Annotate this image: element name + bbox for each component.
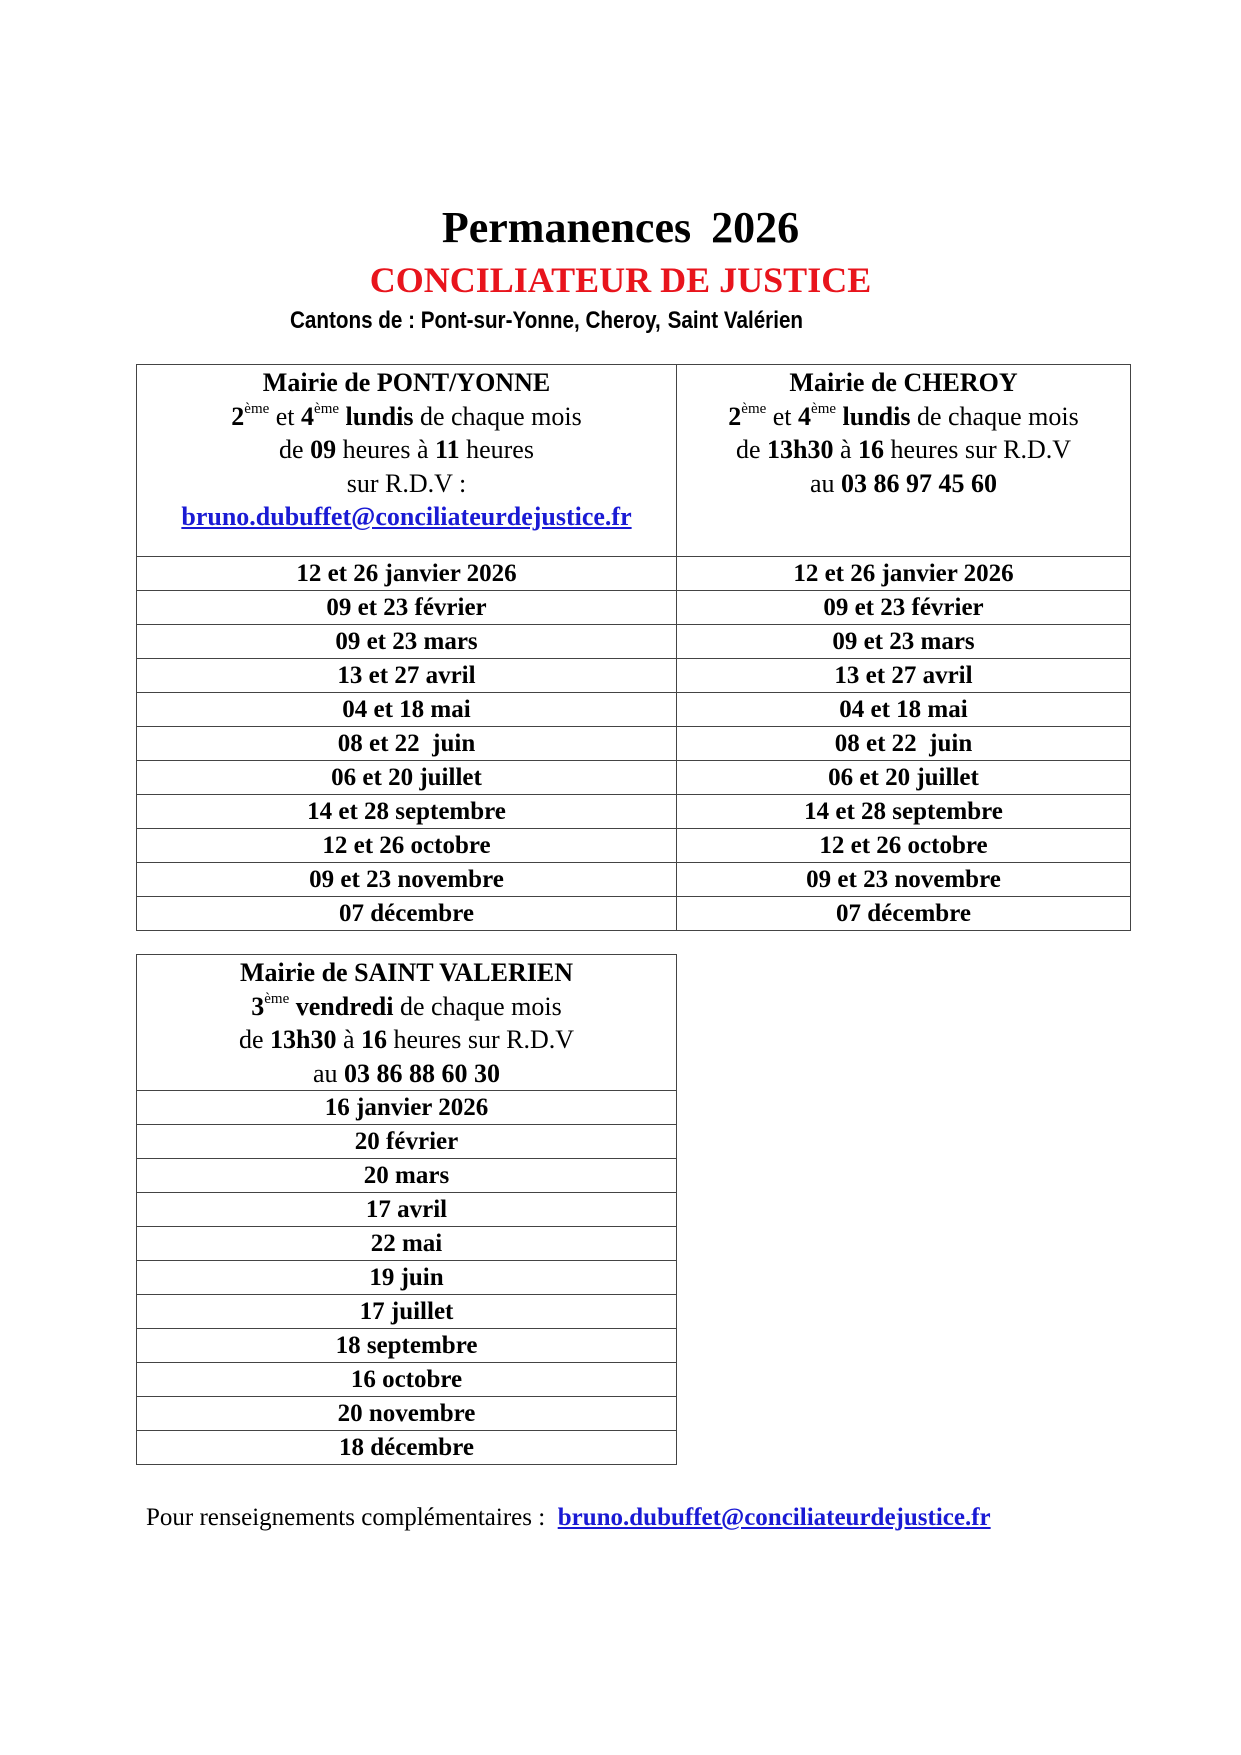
table-row xyxy=(137,863,1131,897)
table-row xyxy=(137,625,1131,659)
pont-yonne-date: 07 décembre xyxy=(137,897,677,931)
text-run: 3 xyxy=(251,991,265,1021)
header-line xyxy=(137,1057,676,1091)
title-word: Permanences xyxy=(441,203,692,252)
cheroy-date: 14 et 28 septembre xyxy=(677,795,1131,829)
text-run: de chaque mois xyxy=(910,401,1079,431)
text-run: de xyxy=(238,1025,270,1054)
text-run: 16 xyxy=(361,1025,388,1054)
superscript: ème xyxy=(811,400,837,417)
cheroy-date: 09 et 23 février xyxy=(677,591,1131,625)
pont-yonne-date: 09 et 23 février xyxy=(137,591,677,625)
text-run: 11 xyxy=(435,435,460,464)
text-run: 4 xyxy=(798,401,812,431)
text-run: vendredi xyxy=(295,991,394,1021)
pont-yonne-date: 09 et 23 novembre xyxy=(137,863,677,897)
cantons-line xyxy=(290,305,803,336)
text-run: sur R.D.V : xyxy=(346,468,467,498)
cheroy-date: 12 et 26 octobre xyxy=(677,829,1131,863)
text-run: lundis xyxy=(842,401,911,431)
table-row xyxy=(137,1295,677,1329)
text-run: au xyxy=(809,468,842,498)
table-header-row xyxy=(137,365,1131,557)
saint-valerien-date: 16 janvier 2026 xyxy=(137,1091,677,1125)
text-run: 13h30 xyxy=(767,435,834,464)
header-line xyxy=(137,990,676,1024)
cheroy-details xyxy=(677,400,1130,501)
cheroy-date: 07 décembre xyxy=(677,897,1131,931)
pont-yonne-date: 06 et 20 juillet xyxy=(137,761,677,795)
saint-valerien-details xyxy=(137,990,676,1091)
table-row xyxy=(137,1125,677,1159)
table-header-row xyxy=(137,955,677,1091)
table-row xyxy=(137,1091,677,1125)
pont-yonne-date: 13 et 27 avril xyxy=(137,659,677,693)
text-run: 4 xyxy=(301,401,315,431)
superscript: ème xyxy=(264,990,290,1007)
header-line xyxy=(677,400,1130,434)
dates-saint-valerien xyxy=(137,1091,677,1465)
title-year: 2026 xyxy=(711,203,800,252)
page-title xyxy=(0,203,1241,254)
cheroy-date: 13 et 27 avril xyxy=(677,659,1131,693)
table-row xyxy=(137,1397,677,1431)
text-run: lundis xyxy=(345,401,414,431)
cheroy-date: 08 et 22 juin xyxy=(677,727,1131,761)
cheroy-header xyxy=(677,365,1131,557)
pont-yonne-date: 04 et 18 mai xyxy=(137,693,677,727)
table-row xyxy=(137,727,1131,761)
table-row xyxy=(137,1159,677,1193)
text-run: heures xyxy=(459,435,534,464)
cheroy-date: 09 et 23 mars xyxy=(677,625,1131,659)
pont-yonne-date: 14 et 28 septembre xyxy=(137,795,677,829)
text-run: heures sur R.D.V xyxy=(387,1025,575,1054)
header-line xyxy=(137,400,676,434)
saint-valerien-date: 17 avril xyxy=(137,1193,677,1227)
table-row xyxy=(137,761,1131,795)
text-run: 2 xyxy=(231,401,245,431)
header-line xyxy=(677,467,1130,501)
footer-email-link[interactable]: bruno.dubuffet@conciliateurdejustice.fr xyxy=(557,1504,991,1531)
table-row xyxy=(137,1431,677,1465)
table-row xyxy=(137,693,1131,727)
saint-valerien-date: 22 mai xyxy=(137,1227,677,1261)
schedule-table-pont-cheroy xyxy=(136,364,1131,931)
header-line xyxy=(677,433,1130,467)
subtitle: CONCILIATEUR DE JUSTICE xyxy=(369,260,872,300)
saint-valerien-date: 20 novembre xyxy=(137,1397,677,1431)
pont-yonne-header xyxy=(137,365,677,557)
cantons-last: Saint Valérien xyxy=(667,307,804,334)
text-run: à xyxy=(833,435,859,464)
saint-valerien-date: 20 février xyxy=(137,1125,677,1159)
table-row xyxy=(137,1227,677,1261)
table-row xyxy=(137,557,1131,591)
saint-valerien-name: Mairie de SAINT VALERIEN xyxy=(240,958,573,987)
text-run: 2 xyxy=(728,401,742,431)
saint-valerien-header xyxy=(137,955,677,1091)
pont-yonne-details xyxy=(137,400,676,501)
text-run: de chaque mois xyxy=(393,991,562,1021)
text-run: 16 xyxy=(858,435,885,464)
text-run: et xyxy=(766,401,799,431)
saint-valerien-date: 19 juin xyxy=(137,1261,677,1295)
table-row xyxy=(137,795,1131,829)
superscript: ème xyxy=(244,400,270,417)
saint-valerien-date: 18 septembre xyxy=(137,1329,677,1363)
cheroy-date: 06 et 20 juillet xyxy=(677,761,1131,795)
text-run: à xyxy=(336,1025,362,1054)
text-run: 13h30 xyxy=(270,1025,337,1054)
header-line xyxy=(137,467,676,501)
text-run: et xyxy=(269,401,302,431)
pont-yonne-date: 12 et 26 octobre xyxy=(137,829,677,863)
cheroy-date: 04 et 18 mai xyxy=(677,693,1131,727)
pont-yonne-date: 08 et 22 juin xyxy=(137,727,677,761)
table-row xyxy=(137,897,1131,931)
saint-valerien-date: 16 octobre xyxy=(137,1363,677,1397)
cantons-label: Cantons de : xyxy=(290,307,415,334)
text-run: 09 xyxy=(310,435,337,464)
footer xyxy=(146,1502,991,1535)
table-row xyxy=(137,1193,677,1227)
dates-two-col xyxy=(137,557,1131,931)
table-row xyxy=(137,1363,677,1397)
text-run: heures sur R.D.V xyxy=(884,435,1072,464)
text-run: de xyxy=(279,435,311,464)
text-run: de chaque mois xyxy=(413,401,582,431)
table-row xyxy=(137,1261,677,1295)
cheroy-date: 12 et 26 janvier 2026 xyxy=(677,557,1131,591)
cheroy-name: Mairie de CHEROY xyxy=(789,368,1018,397)
pont-yonne-name: Mairie de PONT/YONNE xyxy=(262,368,551,397)
table-row xyxy=(137,659,1131,693)
saint-valerien-date: 20 mars xyxy=(137,1159,677,1193)
text-run: de xyxy=(735,435,767,464)
superscript: ème xyxy=(741,400,767,417)
saint-valerien-date: 18 décembre xyxy=(137,1431,677,1465)
cheroy-date: 09 et 23 novembre xyxy=(677,863,1131,897)
table-row xyxy=(137,829,1131,863)
text-run: heures à xyxy=(336,435,435,464)
saint-valerien-date: 17 juillet xyxy=(137,1295,677,1329)
header-line xyxy=(137,1023,676,1057)
text-run: 03 86 97 45 60 xyxy=(841,468,998,498)
pont-yonne-date: 09 et 23 mars xyxy=(137,625,677,659)
superscript: ème xyxy=(314,400,340,417)
table-row xyxy=(137,591,1131,625)
table-row xyxy=(137,1329,677,1363)
text-run: 03 86 88 60 30 xyxy=(344,1058,501,1088)
footer-label: Pour renseignements complémentaires : xyxy=(146,1504,558,1531)
pont-yonne-email-link[interactable]: bruno.dubuffet@conciliateurdejustice.fr xyxy=(181,502,632,531)
pont-yonne-date: 12 et 26 janvier 2026 xyxy=(137,557,677,591)
text-run: au xyxy=(312,1058,345,1088)
cantons-list: Pont-sur-Yonne, Cheroy, xyxy=(420,307,661,334)
schedule-table-saint-valerien xyxy=(136,954,677,1465)
header-line xyxy=(137,433,676,467)
